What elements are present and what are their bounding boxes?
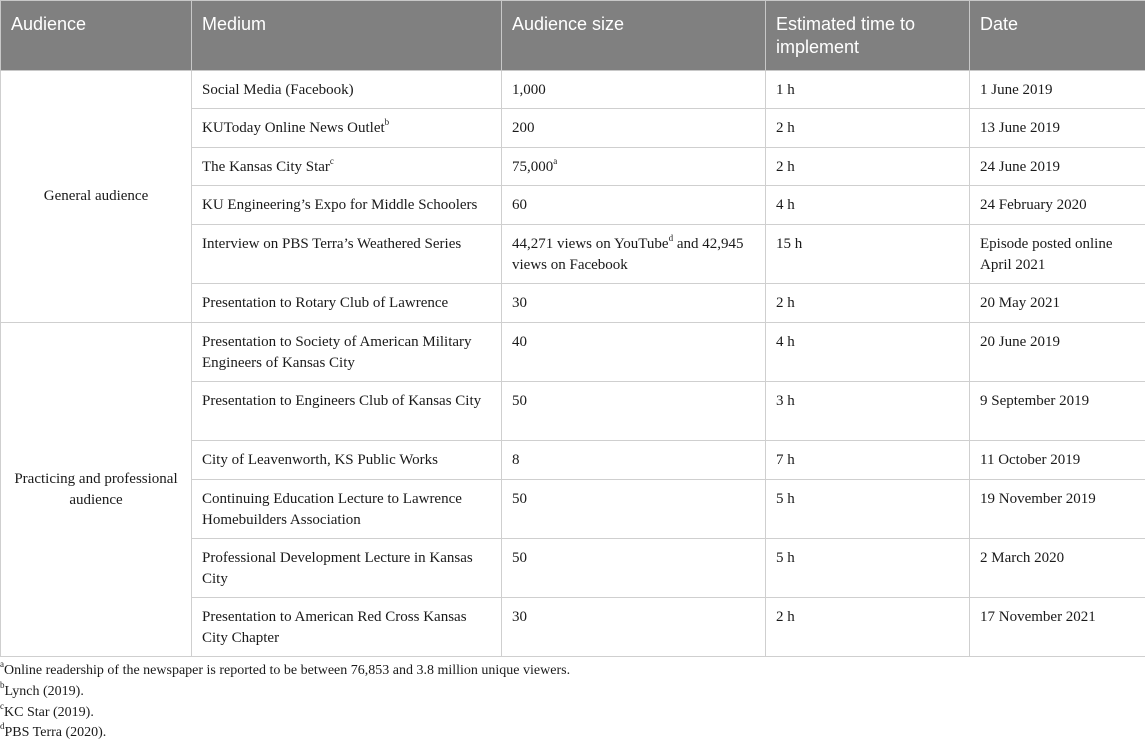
audience-size-text: 44,271 views on YouTube (512, 236, 669, 252)
medium-cell (192, 284, 502, 323)
audience-size-text: 50 (512, 550, 527, 566)
medium-text: Presentation to Rotary Club of Lawrence (202, 295, 448, 311)
header-audience: Audience (1, 1, 192, 71)
medium-text: The Kansas City Star (202, 159, 330, 175)
header-date: Date (970, 1, 1145, 71)
audience-size-text: 8 (512, 452, 520, 468)
time-cell: 5 h (766, 539, 970, 598)
time-cell: 2 h (766, 148, 970, 186)
medium-text: Social Media (Facebook) (202, 82, 354, 98)
audience-size-cell (502, 109, 766, 148)
audience-size-text: 60 (512, 197, 527, 213)
medium-cell (192, 382, 502, 441)
audience-size-cell (502, 323, 766, 382)
footnote-mark: a (0, 659, 4, 669)
audience-size-text: 1,000 (512, 82, 546, 98)
table-row (1, 323, 1145, 382)
medium-text: Presentation to American Red Cross Kansas City Chapter (202, 609, 467, 646)
time-cell: 3 h (766, 382, 970, 441)
audience-size-text: 40 (512, 334, 527, 350)
table-header (1, 1, 1145, 71)
date-cell: 17 November 2021 (970, 598, 1145, 657)
footnote-mark: b (0, 680, 5, 690)
medium-cell (192, 441, 502, 480)
audience-size-text: 200 (512, 120, 535, 136)
medium-cell (192, 186, 502, 225)
time-cell: 2 h (766, 598, 970, 657)
medium-cell (192, 225, 502, 284)
header-medium: Medium (192, 1, 502, 71)
audience-size-text: 75,000 (512, 159, 553, 175)
time-cell: 5 h (766, 480, 970, 539)
date-cell: 11 October 2019 (970, 441, 1145, 480)
date-cell: 13 June 2019 (970, 109, 1145, 148)
footnote-marker: b (385, 117, 390, 127)
medium-cell (192, 71, 502, 109)
medium-text: KUToday Online News Outlet (202, 120, 385, 136)
audience-size-cell (502, 539, 766, 598)
footnote-mark: d (0, 721, 5, 731)
footnote-text: KC Star (2019). (4, 705, 94, 720)
audience-size-cell (502, 480, 766, 539)
audience-size-text: 50 (512, 491, 527, 507)
audience-size-cell (502, 382, 766, 441)
audience-size-tail: and 42,945 views on Facebook (512, 236, 743, 273)
medium-cell (192, 539, 502, 598)
date-cell: 24 February 2020 (970, 186, 1145, 225)
footnote-marker: c (330, 156, 334, 166)
medium-text: Presentation to Society of American Military Engineers of Kansas City (202, 334, 472, 371)
audience-group-cell: Practicing and professional audience (1, 323, 192, 657)
time-cell: 2 h (766, 109, 970, 148)
medium-cell (192, 323, 502, 382)
medium-cell (192, 148, 502, 186)
date-cell: Episode posted online April 2021 (970, 225, 1145, 284)
time-cell: 1 h (766, 71, 970, 109)
table-body (1, 71, 1145, 657)
audience-size-cell (502, 441, 766, 480)
medium-text: Continuing Education Lecture to Lawrence Homebuilders Association (202, 491, 462, 528)
footnote-text: Lynch (2019). (5, 684, 84, 699)
medium-text: KU Engineering’s Expo for Middle Schoolers (202, 197, 477, 213)
medium-cell (192, 598, 502, 657)
header-audience-size: Audience size (502, 1, 766, 71)
time-cell: 7 h (766, 441, 970, 480)
footnote-marker: d (669, 233, 674, 243)
footnote-mark: c (0, 701, 4, 711)
audience-size-cell (502, 186, 766, 225)
date-cell: 9 September 2019 (970, 382, 1145, 441)
header-estimated-time: Estimated time to implement (766, 1, 970, 71)
footnote (0, 682, 84, 702)
audience-size-cell (502, 598, 766, 657)
date-cell: 20 June 2019 (970, 323, 1145, 382)
footnote-text: Online readership of the newspaper is reported to be between 76,853 and 3.8 million unique viewers. (4, 663, 570, 678)
footnote-text: PBS Terra (2020). (5, 725, 107, 740)
medium-cell (192, 109, 502, 148)
footnote (0, 723, 106, 743)
header-row (1, 1, 1145, 71)
medium-cell (192, 480, 502, 539)
audience-size-text: 50 (512, 393, 527, 409)
medium-text: Interview on PBS Terra’s Weathered Series (202, 236, 461, 252)
date-cell: 2 March 2020 (970, 539, 1145, 598)
audience-size-cell (502, 225, 766, 284)
time-cell: 2 h (766, 284, 970, 323)
footnote (0, 661, 570, 681)
audience-size-cell (502, 71, 766, 109)
time-cell: 4 h (766, 323, 970, 382)
audience-size-text: 30 (512, 295, 527, 311)
time-cell: 4 h (766, 186, 970, 225)
time-cell: 15 h (766, 225, 970, 284)
date-cell: 1 June 2019 (970, 71, 1145, 109)
medium-text: Presentation to Engineers Club of Kansas City (202, 393, 481, 409)
table-row (1, 71, 1145, 109)
audience-size-cell (502, 148, 766, 186)
footnote-marker: a (553, 156, 557, 166)
date-cell: 20 May 2021 (970, 284, 1145, 323)
audience-size-cell (502, 284, 766, 323)
audience-size-text: 30 (512, 609, 527, 625)
medium-text: Professional Development Lecture in Kansas City (202, 550, 473, 587)
footnote (0, 703, 94, 723)
medium-text: City of Leavenworth, KS Public Works (202, 452, 438, 468)
date-cell: 19 November 2019 (970, 480, 1145, 539)
audience-group-cell: General audience (1, 71, 192, 323)
date-cell: 24 June 2019 (970, 148, 1145, 186)
